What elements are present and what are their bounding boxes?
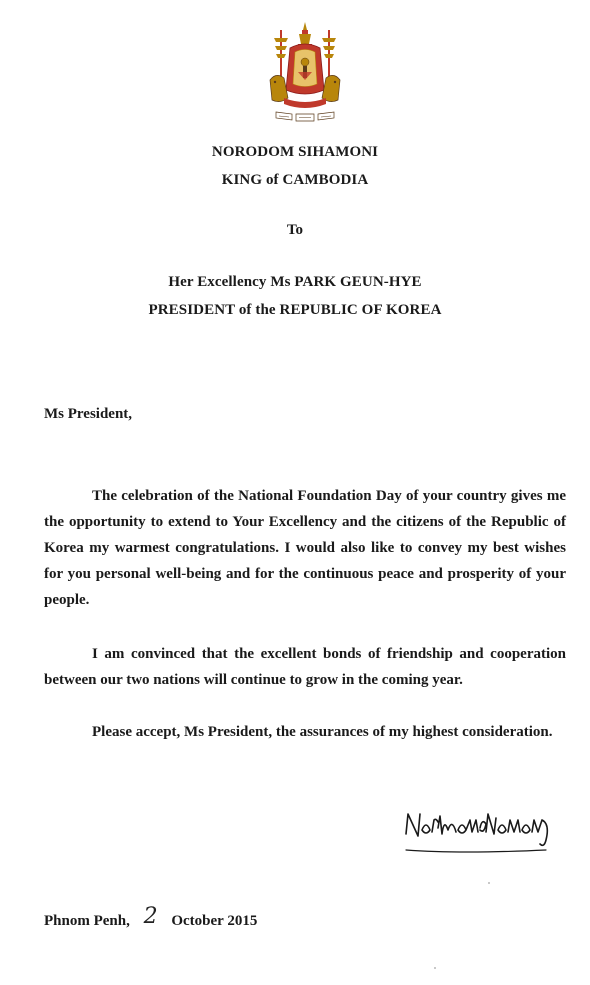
recipient-title: PRESIDENT of the REPUBLIC OF KOREA [148,302,442,318]
date-line [44,904,258,930]
handwritten-signature-icon [400,800,560,864]
scan-speck [488,882,490,884]
to-label: To [286,222,304,238]
sender-name: NORODOM SIHAMONI [211,144,379,160]
body-paragraph-1: The celebration of the National Foundation Day of your country gives me the opportunity to extend to Your Excellency and the citizens of the Republic of Korea my warmest congratulations. I would also like to convey my best wishes for you personal well-being and for the continuous peace and prosperity of your people. [44,488,566,608]
recipient-name: Her Excellency Ms PARK GEUN-HYE [168,274,422,290]
royal-coat-of-arms-icon [262,20,348,128]
place-label: Phnom Penh, [44,913,130,929]
handwritten-day: 2 [143,904,158,929]
sender-title: KING of CAMBODIA [221,172,369,188]
month-year: October 2015 [171,913,258,929]
scan-speck [434,967,436,969]
body-paragraph-3: Please accept, Ms President, the assurances of my highest consideration. [92,724,553,740]
body-paragraph-2: I am convinced that the excellent bonds of friendship and cooperation between our two nations will continue to grow in the coming year. [44,646,566,688]
salutation: Ms President, [44,406,133,422]
